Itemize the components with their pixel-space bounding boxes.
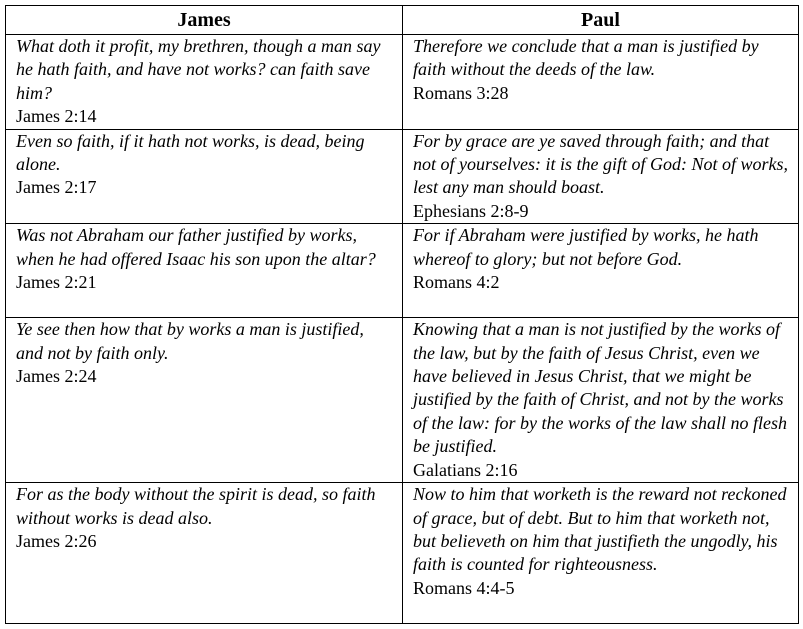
james-cell xyxy=(6,129,403,224)
paul-reference: Ephesians 2:8-9 xyxy=(413,200,529,221)
james-quote: What doth it profit, my brethren, though a man say he hath faith, and have not works? can faith save him? xyxy=(16,36,381,103)
paul-cell xyxy=(403,224,799,318)
james-cell xyxy=(6,483,403,624)
james-cell xyxy=(6,224,403,318)
table-row xyxy=(6,35,799,130)
paul-quote: Therefore we conclude that a man is justified by faith without the deeds of the law. xyxy=(413,36,759,80)
james-cell xyxy=(6,35,403,130)
james-reference: James 2:17 xyxy=(16,177,97,198)
paul-quote: Knowing that a man is not justified by the works of the law, but by the faith of Jesus Christ, even we have believed in Jesus Christ, that we might be justified by the faith of Christ, and not by the works of the law: for by the works of the law shall no flesh be justified. xyxy=(413,319,787,457)
paul-cell xyxy=(403,129,799,224)
paul-reference: Romans 3:28 xyxy=(413,82,509,103)
comparison-table xyxy=(5,5,799,624)
james-quote: Ye see then how that by works a man is justified, and not by faith only. xyxy=(16,319,364,363)
header-row xyxy=(6,6,799,35)
james-quote: Even so faith, if it hath not works, is dead, being alone. xyxy=(16,130,365,175)
table-row xyxy=(6,318,799,483)
paul-reference: Galatians 2:16 xyxy=(413,459,518,480)
paul-quote: For by grace are ye saved through faith; and that not of yourselves: it is the gift of God: Not of works, lest any man should boast. xyxy=(413,130,788,198)
james-quote: For as the body without the spirit is dead, so faith without works is dead also. xyxy=(16,484,376,528)
paul-cell xyxy=(403,318,799,483)
james-quote: Was not Abraham our father justified by works, when he had offered Isaac his son upon the altar? xyxy=(16,225,376,269)
james-reference: James 2:24 xyxy=(16,366,97,387)
table-row xyxy=(6,224,799,318)
paul-quote: For if Abraham were justified by works, he hath whereof to glory; but not before God. xyxy=(413,225,759,269)
paul-reference: Romans 4:4-5 xyxy=(413,577,515,598)
table-row xyxy=(6,483,799,624)
james-cell xyxy=(6,318,403,483)
header-james: James xyxy=(6,6,403,35)
paul-reference: Romans 4:2 xyxy=(413,272,500,293)
james-reference: James 2:26 xyxy=(16,530,97,551)
paul-quote: Now to him that worketh is the reward not reckoned of grace, but of debt. But to him that worketh not, but believeth on him that justifieth the ungodly, his faith is counted for righteousness. xyxy=(413,484,787,575)
paul-cell xyxy=(403,483,799,624)
table-row xyxy=(6,129,799,224)
james-reference: James 2:21 xyxy=(16,272,97,293)
header-paul: Paul xyxy=(403,6,799,35)
james-reference: James 2:14 xyxy=(16,106,97,127)
paul-cell xyxy=(403,35,799,130)
